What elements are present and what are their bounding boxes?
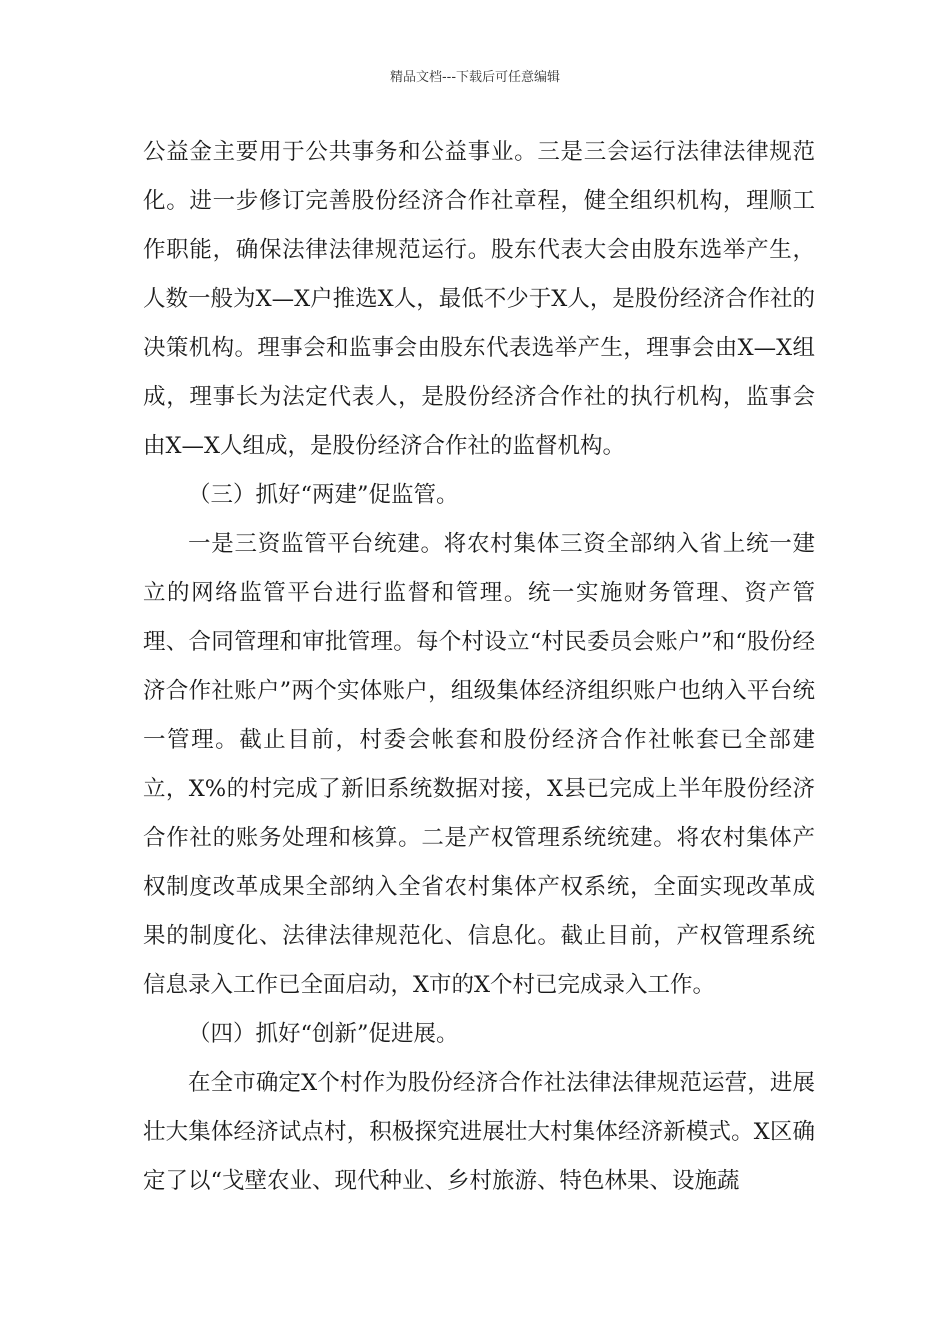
- section-heading-3: （三）抓好“两建”促监管。: [188, 482, 459, 508]
- document-body: [143, 128, 815, 1206]
- paragraph-innovation: 在全市确定X个村作为股份经济合作社法律法律规范运营，进展壮大集体经济试点村，积极探究进展壮大村集体经济新模式。X区确定了以“戈壁农业、现代种业、乡村旅游、特色林果、设施蔬: [143, 1070, 815, 1194]
- section-heading-4: （四）抓好“创新”促进展。: [188, 1021, 459, 1047]
- paragraph-supervision: 一是三资监管平台统建。将农村集体三资全部纳入省上统一建立的网络监管平台进行监督和管理。统一实施财务管理、资产管理、合同管理和审批管理。每个村设立“村民委员会账户”和“股份经济合作社账户”两个实体账户，组级集体经济组织账户也纳入平台统一管理。截止目前，村委会帐套和股份经济合作社帐套已全部建立，X%的村完成了新旧系统数据对接，X县已完成上半年股份经济合作社的账务处理和核算。二是产权管理系统统建。将农村集体产权制度改革成果全部纳入全省农村集体产权系统，全面实现改革成果的制度化、法律法律规范化、信息化。截止目前，产权管理系统信息录入工作已全面启动，X市的X个村已完成录入工作。: [143, 531, 815, 998]
- paragraph-governance: 公益金主要用于公共事务和公益事业。三是三会运行法律法律规范化。进一步修订完善股份经济合作社章程，健全组织机构，理顺工作职能，确保法律法律规范运行。股东代表大会由股东选举产生，人数一般为X—X户推选X人，最低不少于X人，是股份经济合作社的决策机构。理事会和监事会由股东代表选举产生，理事会由X—X组成，理事长为法定代表人，是股份经济合作社的执行机构，监事会由X—X人组成，是股份经济合作社的监督机构。: [143, 139, 815, 459]
- page-header: 精品文档---下载后可任意编辑: [389, 70, 561, 85]
